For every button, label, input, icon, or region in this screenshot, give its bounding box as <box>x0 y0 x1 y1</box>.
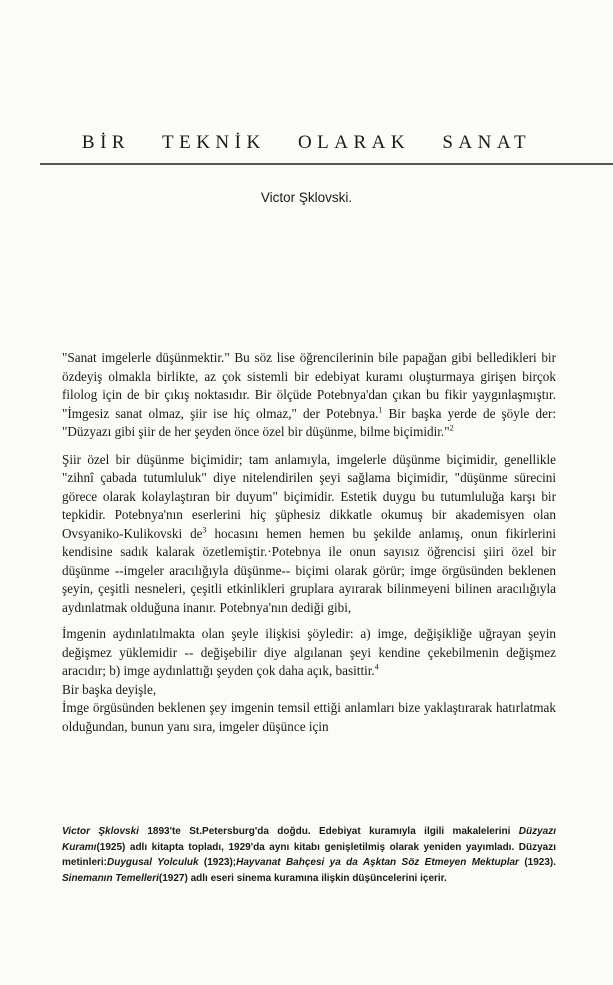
footnote-ref: 1 <box>378 405 383 415</box>
block-quote-2: İmge örgüsünden beklenen şey imgenin temsil ettiği anlamları bize yaklaştırarak hatırlatmak olduğundan, bunun yanı sıra, imgeler düşünce için <box>62 700 556 734</box>
lead-line: Bir başka deyişle, <box>62 681 157 697</box>
main-text <box>62 349 556 736</box>
paragraph-2: Şiir özel bir düşünme biçimidir; tam anlamıyla, imgelerle düşünme biçimidir, genellikle "zihnî çabada tutumluluk" diye nitelendirilen şeyi sağlama biçimidir, "düşünme sürecini görece olarak kolaylaştıran bir duyum" biçimidir. Estetik duygu bu tutumluluğa karşı bir tepkidir. Potebnya'nın eserlerini hiç şüphesiz dikkatle okumuş bir akademisyen olan Ovsyaniko-Kulikovski $de^3$ hocasını hemen hemen bu şekilde anlamış, onun fikirlerini kendisine sadık kalarak özetlemiştir.·Potebnya ile onun sayısız öğrencisi şiiri özel bir düşünme --imgeler aracılığıyla düşünme-- biçimi olarak görür; imge örgüsünden beklenen şeyin, çeşitli nesneleri, çeşitli etkinlikleri gruplara ayırarak bilinmeyeni bilinen aracılığıyla aydınlatmak olduğuna inanır. Potebnya'nın dediği gibi, <box>62 451 556 615</box>
footnote-ref: 3 <box>202 525 207 535</box>
paragraph-1: "Sanat imgelerle düşünmektir." Bu söz lise öğrencilerinin bile papağan gibi belledikleri bir özdeyiş olmakla birlikte, az çok sistemli bir edebiyat kuramı oluşturmaya girişen birçok filolog için de bir çıkış noktasıdır. Bir ölçüde Potebnya'dan çıkan bu fikir yaygınlaşmıştır. "İmgesiz sanat olmaz, şiir ise hiç olmaz," der Potebnya.$^1$ Bir başka yerde de şöyle der: "Düzyazı gibi şiir de her şeyden önce özel bir düşünme, bilme biçimidir."$^2$ <box>62 350 556 439</box>
block-quote-1: İmgenin aydınlatılmakta olan şeyle ilişkisi şöyledir: a) imge, değişikliğe uğrayan şeyin değişmez yüklemidir -- değişebilir diye algılanan şeyi kendine çekebilmenin değişmez aracıdır; b) imge aydınlattığı şeyden çok daha açık, basittir.$^4$ <box>62 626 556 678</box>
author-name: Victor Şklovski. <box>260 190 353 205</box>
chapter-title: BİR TEKNİK OLARAK SANAT <box>81 132 532 153</box>
footnote-ref: 4 <box>374 662 379 672</box>
footnote-ref: 2 <box>449 423 454 433</box>
author-footnote: Victor Şklovski 1893'te St.Petersburg'da doğdu. Edebiyat kuramıyla ilgili makalelerini Düzyazı Kuramı(1925) adlı kitapta topladı, 1929'da aynı kitabı genişletilmiş olarak yeniden yayımladı. Düzyazı metinleri:Duygusal Yolculuk (1923);Hayvanat Bahçesi ya da Aşktan Söz Etmeyen Mektuplar (1923). Sinemanın Temelleri(1927) adlı eseri sinema kuramına ilişkin düşüncelerini içerir. <box>62 826 557 884</box>
header-rule <box>40 163 613 165</box>
